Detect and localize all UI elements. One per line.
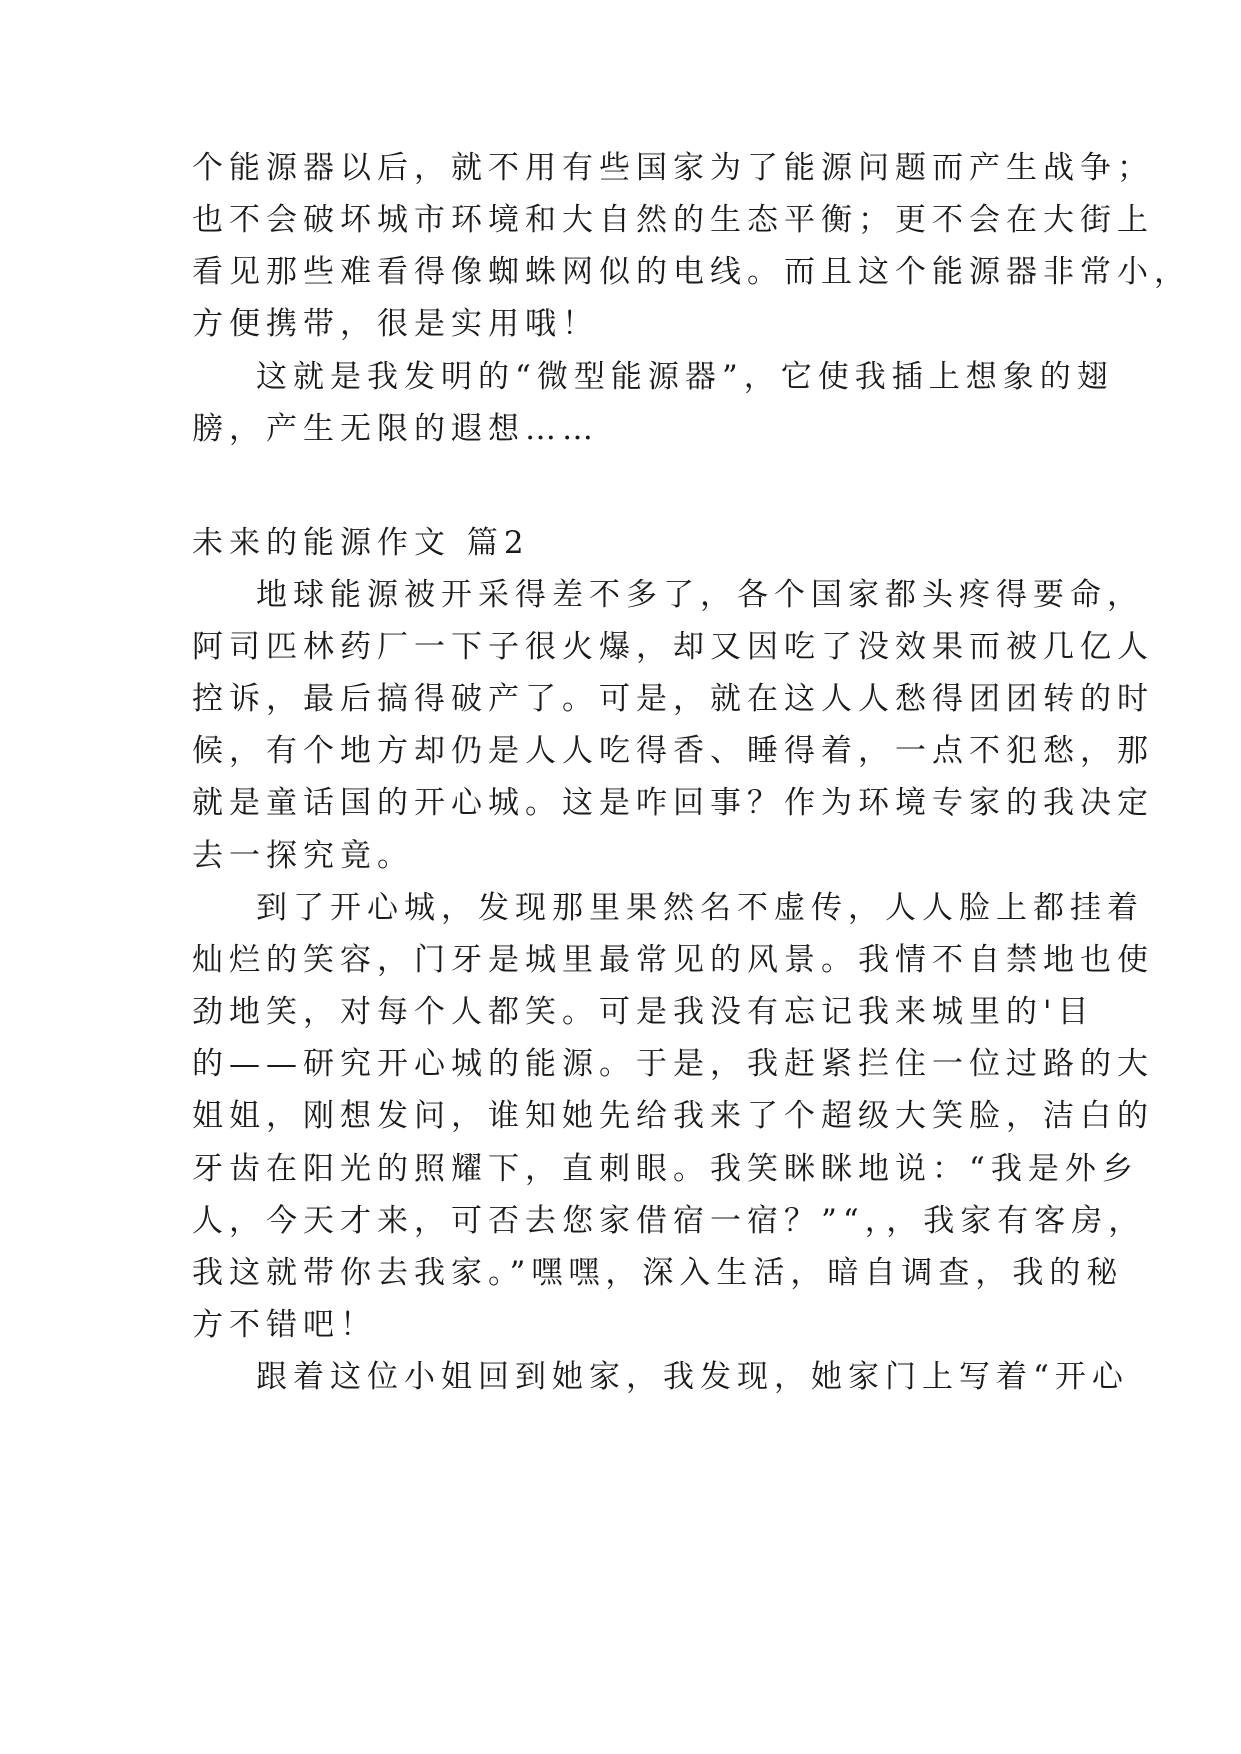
paragraph-line: 膀，产生无限的遐想…… [192,411,599,447]
paragraph-line: 方便携带，很是实用哦！ [192,306,599,342]
paragraph-line: 阿司匹林药厂一下子很火爆，却又因吃了没效果而被几亿人 [192,629,1154,665]
paragraph-line: 候，有个地方却仍是人人吃得香、睡得着，一点不犯愁，那 [192,733,1154,769]
paragraph-line: 也不会破坏城市环境和大自然的生态平衡；更不会在大街上 [192,202,1154,238]
paragraph-line: 到了开心城，发现那里果然名不虚传，人人脸上都挂着 [256,890,1144,926]
paragraph-line: 方不错吧！ [192,1307,377,1343]
paragraph-line: 个能源器以后，就不用有些国家为了能源问题而产生战争； [192,150,1154,186]
paragraph-line: 控诉，最后搞得破产了。可是，就在这人人愁得团团转的时 [192,681,1154,717]
paragraph-line: 劲地笑，对每个人都笑。可是我没有忘记我来城里的'目 [192,994,1095,1030]
paragraph-line: 牙齿在阳光的照耀下，直刺眼。我笑眯眯地说：“我是外乡 [192,1151,1139,1187]
paragraph-line: 地球能源被开采得差不多了，各个国家都头疼得要命， [256,577,1144,613]
paragraph-line: 去一探究竟。 [192,838,414,874]
paragraph-line: 跟着这位小姐回到她家，我发现，她家门上写着“开心 [256,1359,1129,1395]
paragraph-line: 这就是我发明的“微型能源器”，它使我插上想象的翅 [256,359,1114,395]
paragraph-line: 灿烂的笑容，门牙是城里最常见的风景。我情不自禁地也使 [192,942,1154,978]
section-heading: 未来的能源作文 篇2 [192,525,530,561]
paragraph-line: 的——研究开心城的能源。于是，我赶紧拦住一位过路的大 [192,1046,1154,1082]
paragraph-line: 我这就带你去我家。”嘿嘿，深入生活，暗自调查，我的秘 [192,1255,1124,1291]
paragraph-line: 人，今天才来，可否去您家借宿一宿？”“，，我家有客房， [192,1203,1146,1239]
paragraph-line: 姐姐，刚想发问，谁知她先给我来了个超级大笑脸，洁白的 [192,1098,1154,1134]
paragraph-line: 就是童话国的开心城。这是咋回事？作为环境专家的我决定 [192,785,1154,821]
paragraph-line: 看见那些难看得像蜘蛛网似的电线。而且这个能源器非常小， [192,254,1191,290]
